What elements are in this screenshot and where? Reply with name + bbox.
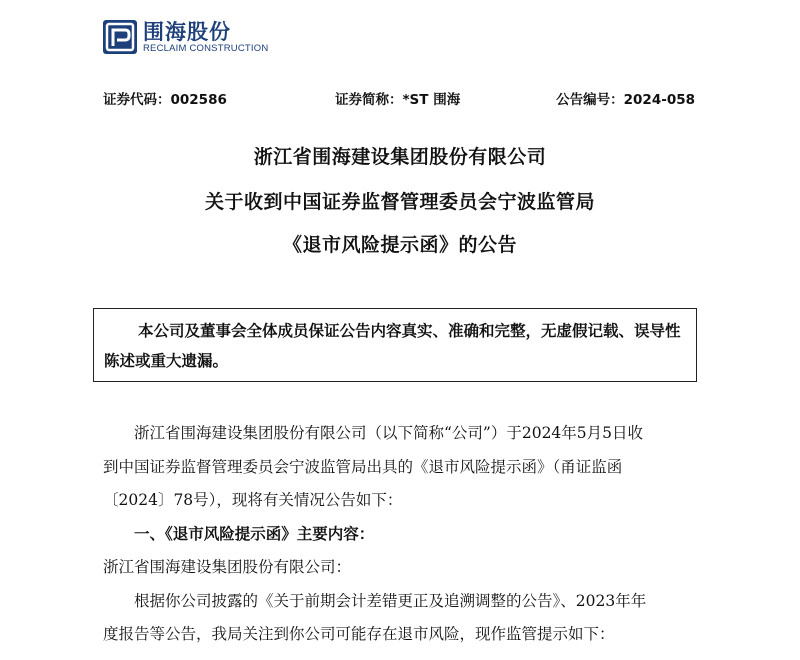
section-heading: 一、《退市风险提示函》主要内容： bbox=[134, 525, 375, 543]
title-subject: 关于收到中国证券监督管理委员会宁波监管局 bbox=[204, 191, 595, 213]
stock-short-name: 证券简称：*ST 围海 bbox=[335, 92, 461, 108]
body-paragraph-line: 〔2024〕78号），现将有关情况公告如下： bbox=[103, 491, 403, 509]
body-paragraph-line: 根据你公司披露的《关于前期会计差错更正及追溯调整的公告》、2023年年 bbox=[134, 592, 647, 610]
stock-code: 证券代码：002586 bbox=[103, 92, 227, 108]
title-company: 浙江省围海建设集团股份有限公司 bbox=[253, 146, 547, 168]
notice-text: 本公司及董事会全体成员保证公告内容真实、准确和完整，无虚假记载、误导性陈述或重大遗漏。 bbox=[104, 322, 681, 370]
body-paragraph-line: 度报告等公告，我局关注到你公司可能存在退市风险，现作监管提示如下： bbox=[103, 625, 615, 643]
body-paragraph-line: 到中国证券监督管理委员会宁波监管局出具的《退市风险提示函》（甬证监函 bbox=[103, 458, 623, 476]
announcement-number: 公告编号：2024-058 bbox=[556, 92, 695, 108]
company-logo bbox=[103, 20, 268, 54]
title-document: 《退市风险提示函》的公告 bbox=[282, 234, 517, 256]
announcement-meta bbox=[103, 88, 695, 108]
reclaim-logo-icon bbox=[103, 20, 137, 54]
logo-english-name: RECLAIM CONSTRUCTION bbox=[143, 42, 269, 54]
letter-salutation: 浙江省围海建设集团股份有限公司： bbox=[103, 558, 352, 576]
board-assurance-notice bbox=[93, 308, 697, 382]
body-paragraph-line: 浙江省围海建设集团股份有限公司（以下简称“公司”）于2024年5月5日收 bbox=[134, 424, 644, 442]
logo-chinese-name: 围海股份 bbox=[143, 19, 231, 44]
